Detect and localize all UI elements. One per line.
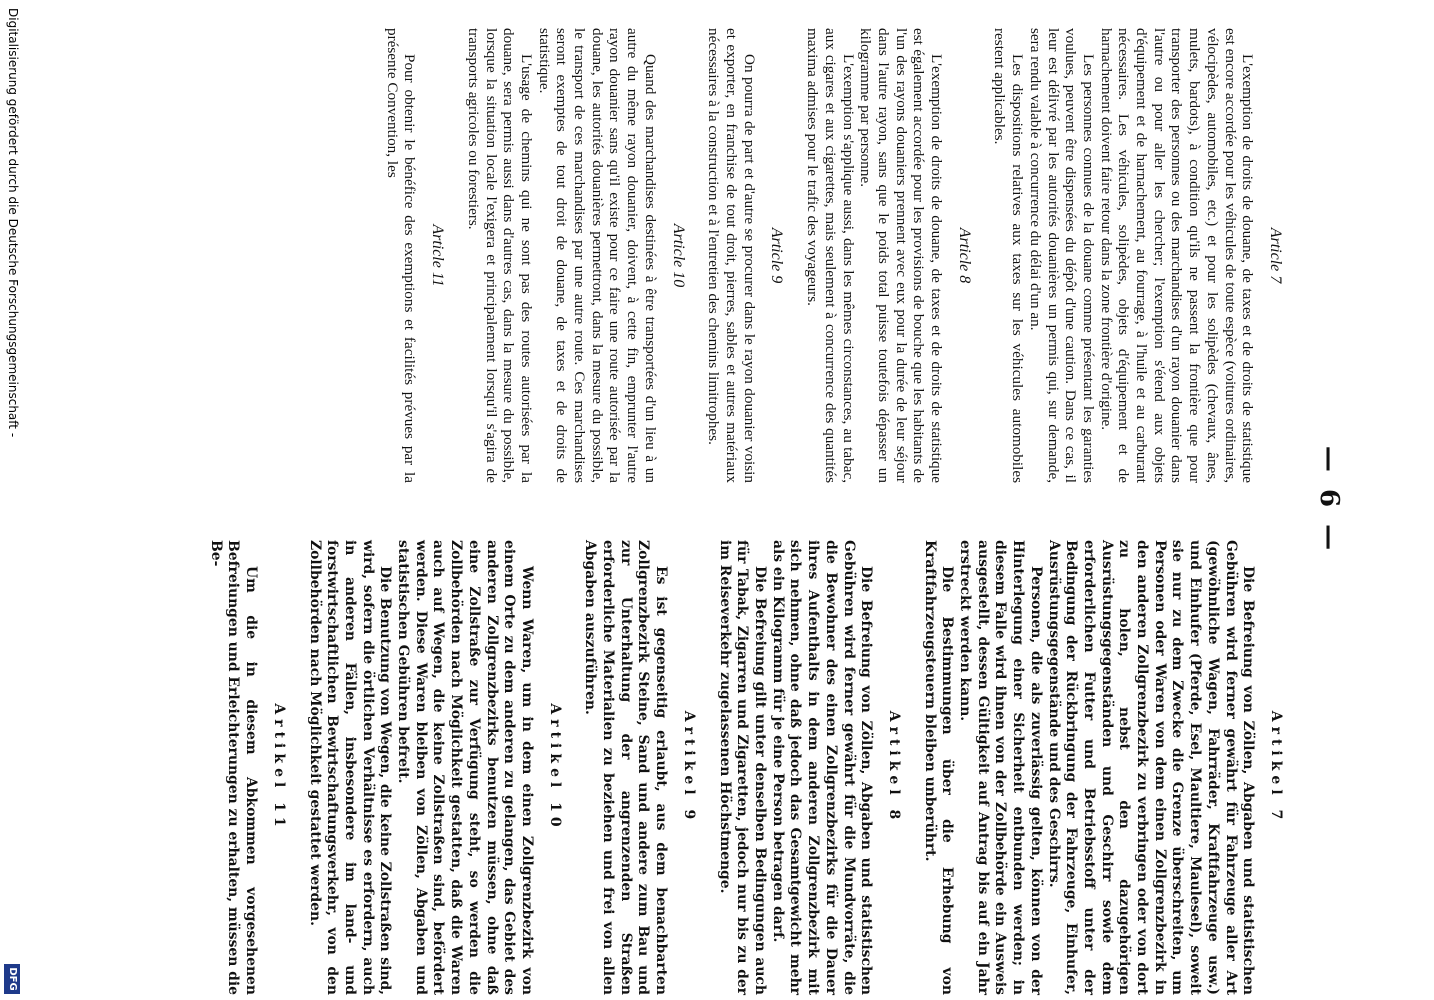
- article-paragraph: On pourra de part et d'autre se procurer dans le rayon douanier voisin et exporter, en franchise de tout droit, pierres, sables et autres matériaux nécessaires à la construction et à l'entretien des chemins limitrophes.: [705, 28, 758, 483]
- article-heading: Artikel 8: [885, 710, 902, 825]
- article-paragraph: Les dispositions relatives aux taxes sur les véhicules automobiles restent applicables.: [991, 28, 1027, 483]
- article-heading: Artikel 9: [680, 710, 697, 825]
- article-paragraph: Es ist gegenseitig erlaubt, aus dem benachbarten Zollgrenzbezirk Steine, Sand und andere zum Bau und zur Unterhaltung der angrenzenden Straßen erforderliche Materialien zu beziehen und frei von allen Abgaben auszuführen.: [582, 540, 670, 995]
- article-heading: Article 9: [768, 227, 786, 284]
- article-heading: Article 7: [1267, 227, 1284, 284]
- footer-credit: Digitalisierung gefördert durch die Deutsche Forschungsgemeinschaft -: [6, 8, 20, 438]
- article-paragraph: Die Benutzung von Wegen, die keine Zollstraßen sind, wird, sofern die örtlichen Verhältnisse es erfordern, auch in anderen Fällen, insbesondere im land- und forstwirtschaftlichen Bewirtschaftungsverkehr, von den Zollbehörden nach Möglichkeit gestattet werden.: [306, 540, 394, 995]
- article-paragraph: Die Befreiung von Zöllen, Abgaben und statistischen Gebühren wird ferner gewährt für Fahrzeuge aller Art (gewöhnliche Wagen, Fahrräder, Kraftfahrzeuge usw.) und Einhufer (Pferde, Esel, Maultiere, Maulesel), soweit sie nur zu dem Zwecke die Grenze überschreiten, um Personen oder Waren von dem einen Zollgrenzbezirk in den anderen Zollgrenzbezirk zu verbringen oder von dort zu holen, nebst den dazugehörigen Ausrüstungsgegenständen und Geschirr sowie dem erforderlichen Futter und Betriebsstoff unter der Bedingung der Rückbringung der Fahrzeuge, Einhufer, Ausrüstungsgegenstände und des Geschirrs.: [1045, 540, 1257, 995]
- article-heading: Article 8: [955, 227, 973, 284]
- article-heading: Artikel 11: [270, 703, 287, 832]
- article-paragraph: Um die in diesem Abkommen vorgesehenen Befreiungen und Erleichterungen zu erhalten, müssen die Be-: [207, 540, 260, 995]
- article-paragraph: Die Bestimmungen über die Erhebung von Kraftfahrzeugsteuern bleiben unberührt.: [921, 540, 956, 995]
- footer: [0, 0, 36, 1000]
- french-column: [383, 28, 1284, 483]
- article-heading: Artikel 7: [1268, 710, 1284, 825]
- article-paragraph: L'exemption de droits de douane, de taxes et de droits de statistique est encore accordée pour les véhicules de toute espèce (voitures ordinaires, vélocipèdes, automobiles, etc.) et pour les solipèdes (chevaux, ânes, mulets, bardots), à condition qu'ils ne passent la frontière que pour transporter des personnes ou des marchandises d'un rayon douanier dans l'autre ou pour aller les chercher; l'exemption s'étend aux objets d'équipement et de harnachement, au fourrage, à l'huile et au carburant nécessaires. Les véhicules, solipèdes, objets d'équipement et de harnachement doivent faire retour dans la zone frontière d'origine.: [1097, 28, 1257, 484]
- article-paragraph: Die Befreiung gilt unter denselben Bedingungen auch für Tabak, Zigarren und Zigaretten, jedoch nur bis zu der im Reiseverkehr zugelassenen Höchstmenge.: [716, 540, 769, 995]
- article-heading: Artikel 10: [546, 703, 563, 832]
- article-paragraph: Die Befreiung von Zöllen, Abgaben und statistischen Gebühren wird ferner gewährt für die Mundvorräte, die die Bewohner des einen Zollgrenzbezirks für die Dauer ihres Aufenthalts in dem anderen Zollgrenzbezirk mit sich nehmen, ohne daß jedoch das Gesamtgewicht mehr als ein Kilogramm für je eine Person betragen darf.: [769, 540, 875, 995]
- article-paragraph: L'exemption de droits de douane, de taxes et de droits de statistique est également accordée pour les provisions de bouche que les habitants de l'un des rayons douaniers prennent avec eux pour la durée de leur séjour dans l'autre rayon, sans que le poids total puisse toutefois dépasser un kilogramme par personne.: [857, 28, 946, 483]
- dfg-logo-icon: DFG: [4, 964, 20, 994]
- article-paragraph: L'exemption s'applique aussi, dans les mêmes circonstances, au tabac, aux cigares et aux cigarettes, mais seulement à concurrence des quantités maxima admises pour le trafic des voyageurs.: [804, 28, 857, 483]
- german-column: [206, 540, 1284, 995]
- article-heading: Article 11: [429, 224, 447, 287]
- article-paragraph: L'usage de chemins qui ne sont pas des routes autorisées par la douane, sera permis aussi dans d'autres cas, dans la mesure du possible, lorsque la situation locale l'exigera et principalement lorsqu'il s'agira de transports agricoles ou forestiers.: [464, 28, 535, 483]
- article-paragraph: Personen, die als zuverlässig gelten, können von der Hinterlegung einer Sicherheit entbunden werden; in diesem Falle wird ihnen von der Zollbehörde ein Ausweis ausgestellt, dessen Gültigkeit auf Antrag bis auf ein Jahr erstreckt werden kann.: [957, 540, 1044, 995]
- page-number: — 6 —: [1314, 445, 1344, 555]
- article-paragraph: Pour obtenir le bénéfice des exemptions et facilités prévues par la présente Convention, les: [383, 28, 419, 483]
- article-paragraph: Wenn Waren, um in dem einen Zollgrenzbezirk von einem Orte zu dem anderen zu gelangen, das Gebiet des anderen Zollgrenzbezirks benutzen müssen, ohne daß eine Zollstraße zur Verfügung steht, so werden die Zollbehörden nach Möglichkeit gestatten, daß die Waren auch auf Wegen, die keine Zollstraßen sind, befördert werden. Diese Waren bleiben von Zöllen, Abgaben und statistischen Gebühren befreit.: [395, 540, 535, 995]
- article-paragraph: Quand des marchandises destinées à être transportées d'un lieu à un autre du même rayon douanier, doivent, à cette fin, emprunter l'autre rayon douanier sans qu'il existe pour ce faire une route autorisée par la douane, les autorités douanières permettront, dans la mesure du possible, le transport de ces marchandises par une autre route. Ces marchandises seront exemptes de tout droit de douane, de taxes et de droits de statistique.: [535, 28, 659, 483]
- article-heading: Article 10: [669, 223, 687, 288]
- article-paragraph: Les personnes connues de la douane comme présentant les garanties voulues, peuvent être dispensées du dépôt d'une caution. Dans ce cas, il leur est délivré par les autorités douanières un permis qui, sur demande, sera rendu valable à concurrence du délai d'un an.: [1026, 28, 1097, 483]
